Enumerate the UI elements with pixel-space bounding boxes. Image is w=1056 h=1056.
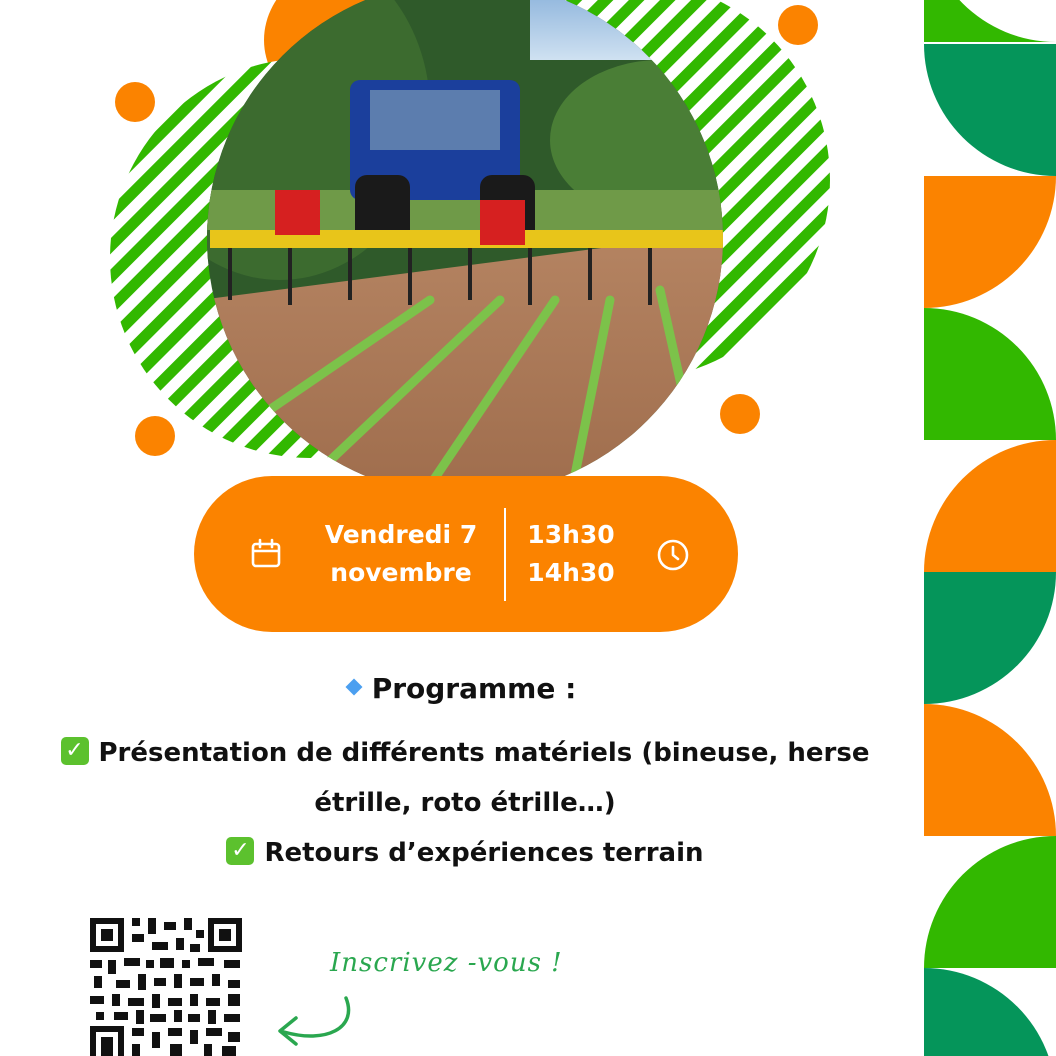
event-time-end: 14h30 (527, 558, 615, 587)
orange-dot (135, 416, 175, 456)
orange-dot (778, 5, 818, 45)
signup-text: Inscrivez -vous ! (330, 948, 563, 978)
pill-divider (504, 508, 506, 601)
orange-dot (115, 82, 155, 122)
programme-heading (0, 672, 924, 705)
check-mark-icon: ✓ (226, 837, 254, 865)
programme-item-text: Présentation de différents matériels (bineuse, herse étrille, roto étrille…) (98, 738, 870, 818)
qr-code[interactable] (86, 914, 246, 1056)
clock-icon (656, 538, 690, 572)
calendar-icon (250, 538, 282, 570)
event-date-line1: Vendredi 7 (324, 520, 478, 549)
event-date-line2: novembre (330, 558, 472, 587)
programme-list (30, 728, 900, 878)
programme-item (30, 728, 900, 828)
programme-heading-text: Programme : (371, 672, 577, 705)
blue-diamond-icon (345, 679, 362, 696)
check-mark-icon: ✓ (61, 737, 89, 765)
programme-item (30, 828, 900, 878)
hero-illustration (100, 0, 840, 520)
decorative-side-pattern (924, 0, 1056, 1056)
orange-dot (720, 394, 760, 434)
curved-arrow-icon (266, 988, 366, 1056)
programme-item-text: Retours d’expériences terrain (264, 838, 704, 868)
event-date (300, 516, 502, 592)
event-time (516, 516, 626, 592)
event-time-start: 13h30 (527, 520, 615, 549)
